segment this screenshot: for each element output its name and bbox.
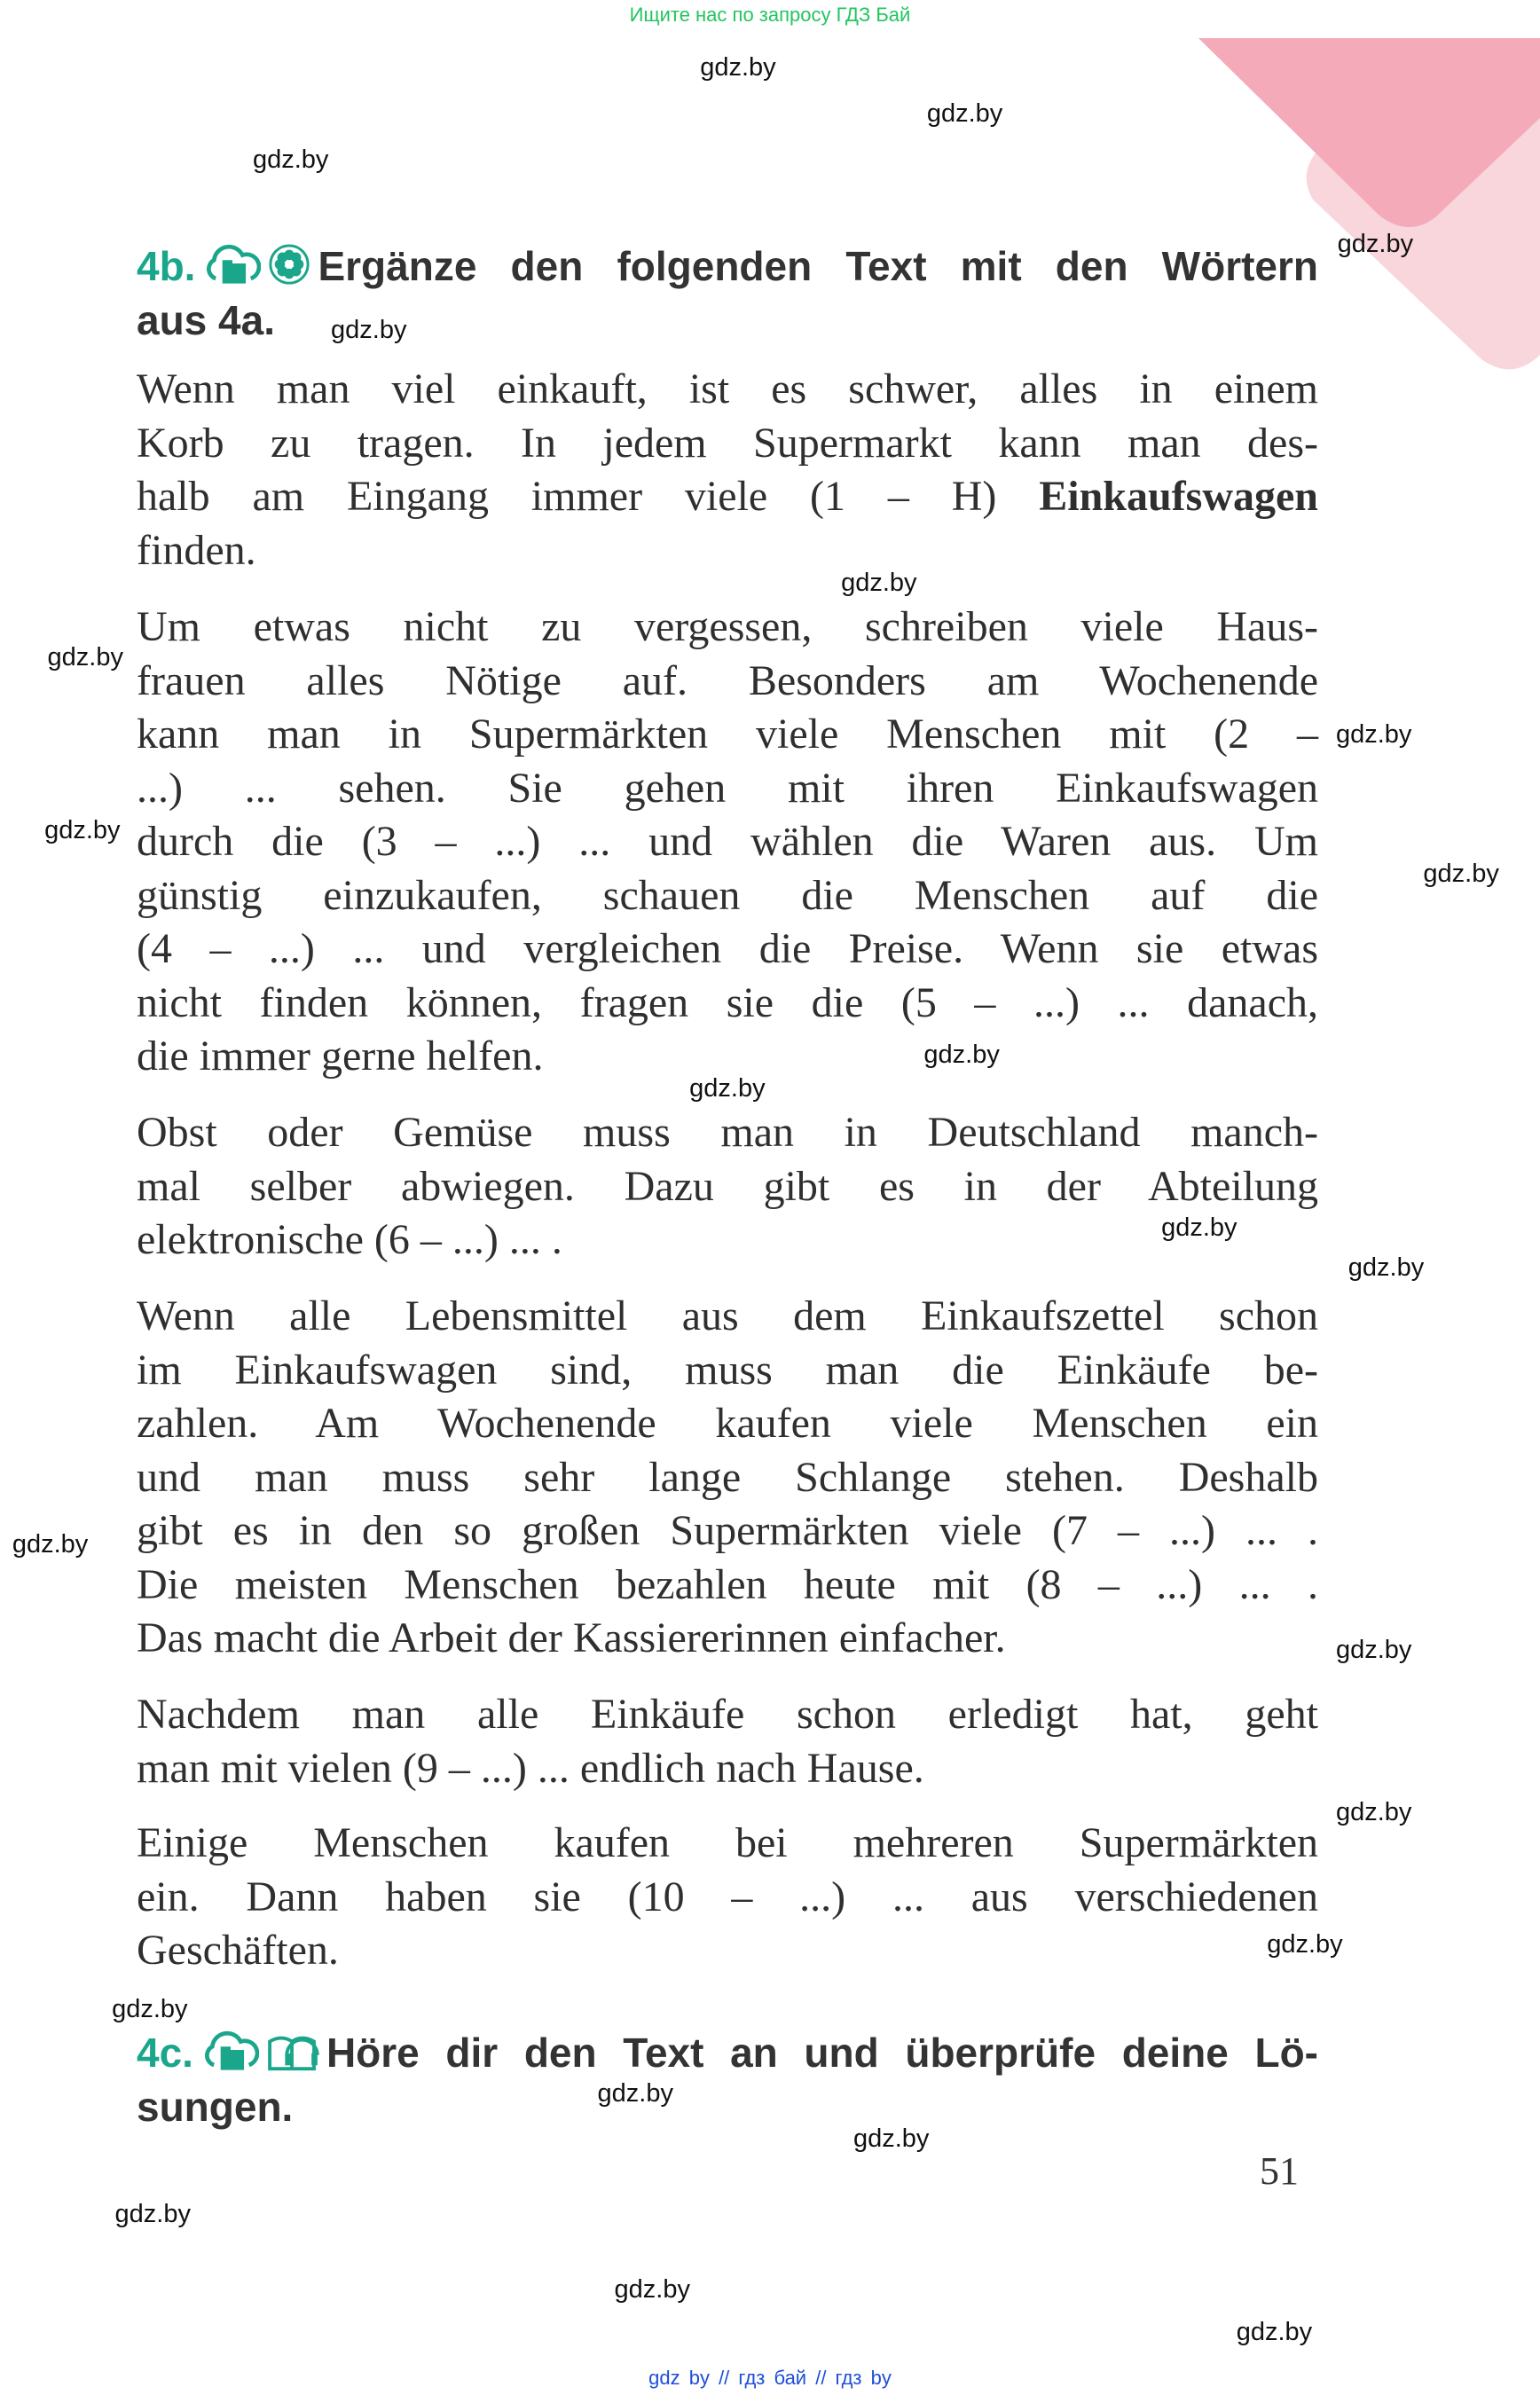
line-wrap: [137, 1160, 1318, 1214]
heading-line: [137, 241, 1318, 296]
watermark: gdz.by: [12, 1530, 89, 1559]
line-wrap: [137, 1688, 1318, 1742]
watermark: gdz.by: [597, 2078, 673, 2108]
exercise-number: 4b.: [137, 243, 196, 289]
line-text: man mit vielen (9 – ...) ... endlich nach Hause.: [137, 1744, 924, 1792]
line-wrap: [137, 869, 1318, 923]
paragraph-6: [137, 1817, 1318, 1978]
line-wrap: [137, 1871, 1318, 1925]
paragraph-4: [137, 1290, 1318, 1666]
line-wrap: [137, 923, 1318, 977]
line-wrap: [137, 1559, 1318, 1613]
line-wrap: [137, 363, 1318, 417]
watermark: gdz.by: [852, 2124, 930, 2154]
line-text: frauen alles Nötige auf. Besonders am Wochenende: [137, 656, 1318, 704]
watermark: gdz.by: [1161, 1213, 1238, 1242]
paragraph-2: [137, 601, 1318, 1084]
text-line: [137, 1213, 562, 1268]
watermark: gdz.by: [1236, 2317, 1313, 2346]
watermark: gdz.by: [614, 2274, 690, 2304]
line-text: Einige Menschen kaufen bei mehreren Supermärkten: [137, 1819, 1318, 1866]
line-wrap: [137, 1924, 1318, 1978]
text-line: [137, 923, 1318, 977]
watermark: gdz.by: [1267, 1930, 1343, 1959]
line-wrap: [137, 417, 1318, 471]
text-line: [137, 1290, 1318, 1344]
heading-line: sungen.: [137, 2084, 294, 2130]
text-line: [137, 1612, 1006, 1666]
watermark: gdz.by: [252, 145, 329, 175]
line-text: Wenn alle Lebensmittel aus dem Einkaufszettel schon: [137, 1292, 1318, 1339]
line-text: halb am Eingang immer viele (1 – H): [137, 473, 1040, 520]
line-text: kann man in Supermärkten viele Menschen mit (2 –: [137, 711, 1318, 758]
text-line: [137, 1742, 924, 1796]
watermark: gdz.by: [700, 53, 776, 82]
line-text: (4 – ...) ... und vergleichen die Preise. Wenn sie etwas: [137, 925, 1318, 972]
line-wrap: [137, 655, 1318, 709]
line-wrap: [137, 601, 1318, 655]
text-line: [137, 815, 1318, 869]
text-line: [137, 1344, 1318, 1398]
text-line: [137, 1871, 1318, 1925]
watermark: gdz.by: [1423, 859, 1499, 888]
watermark: gdz.by: [1335, 1636, 1412, 1665]
heading-line: [137, 2028, 1318, 2083]
text-line: [137, 1688, 1318, 1742]
exercise-number: 4c.: [137, 2030, 193, 2076]
line-wrap: [137, 524, 1318, 578]
line-text: Geschäften.: [137, 1927, 339, 1974]
line-text: Die meisten Menschen bezahlen heute mit (8 – ...) ... .: [137, 1560, 1318, 1608]
line-text: Korb zu tragen. In jedem Supermarkt kann man des-: [137, 419, 1318, 467]
text-line: [137, 1106, 1318, 1160]
text-line: [137, 1451, 1318, 1505]
line-text: günstig einzukaufen, schauen die Menschen auf die: [137, 871, 1318, 919]
line-text: ...) ... sehen. Sie gehen mit ihren Einkaufswagen: [137, 764, 1318, 812]
text-line: [137, 1817, 1318, 1871]
watermark: gdz.by: [1348, 1253, 1425, 1282]
line-wrap: [137, 1397, 1318, 1451]
line-wrap: [137, 1504, 1318, 1559]
text-line: [137, 655, 1318, 709]
line-wrap: [137, 1106, 1318, 1160]
text-line: [137, 1030, 543, 1084]
line-wrap: [137, 815, 1318, 869]
paragraph-3: [137, 1106, 1318, 1268]
line-text: gibt es in den so großen Supermärkten viele (7 – ...) ... .: [137, 1507, 1318, 1554]
text-line: [137, 470, 1318, 524]
watermark: gdz.by: [1335, 1798, 1412, 1827]
line-text: nicht finden können, fragen sie die (5 – ...) ... danach,: [137, 978, 1318, 1026]
text-line: [137, 977, 1318, 1031]
cloud-folder-icon: [202, 2028, 259, 2083]
paragraph-1: [137, 363, 1318, 577]
watermark: gdz.by: [112, 1994, 188, 2023]
cloud-folder-icon: [204, 241, 261, 296]
watermark: gdz.by: [1335, 719, 1412, 749]
line-wrap: [137, 1612, 1318, 1666]
watermark: gdz.by: [44, 816, 121, 845]
line-text: finden.: [137, 526, 256, 574]
heading-text: Höre dir den Text an und überprüfe deine Lö-: [326, 2030, 1318, 2076]
text-line: [137, 708, 1318, 762]
line-wrap: [137, 1742, 1318, 1796]
watermark: gdz.by: [841, 568, 917, 597]
line-wrap: [137, 1213, 1318, 1268]
line-wrap: [137, 1344, 1318, 1398]
exercise-4c-heading: [137, 2028, 1318, 2132]
text-line: [137, 1924, 339, 1978]
line-text: Wenn man viel einkauft, ist es schwer, alles in einem: [137, 365, 1318, 412]
text-line: [137, 1504, 1318, 1559]
line-text: Das macht die Arbeit der Kassiererinnen einfacher.: [137, 1614, 1006, 1661]
line-text: Obst oder Gemüse muss man in Deutschland manch-: [137, 1109, 1318, 1156]
line-wrap: [137, 470, 1318, 524]
paragraph-5: [137, 1688, 1318, 1795]
exercise-4b-heading: [137, 241, 1318, 345]
watermark: gdz.by: [331, 315, 407, 344]
line-wrap: [137, 708, 1318, 762]
text-line: [137, 762, 1318, 816]
watermark: gdz.by: [114, 2199, 191, 2228]
watermark: gdz.by: [926, 99, 1003, 129]
text-line: [137, 601, 1318, 655]
watermark: gdz.by: [47, 643, 123, 672]
heading-text: Ergänze den folgenden Text mit den Wörtern: [318, 243, 1318, 289]
line-text: mal selber abwiegen. Dazu gibt es in der Abteilung: [137, 1162, 1318, 1210]
flower-icon: [268, 243, 310, 296]
text-line: [137, 1559, 1318, 1613]
line-wrap: [137, 1817, 1318, 1871]
text-line: [137, 363, 1318, 417]
line-text: die immer gerne helfen.: [137, 1033, 544, 1080]
book-headphones-icon: [266, 2030, 319, 2083]
watermark: gdz.by: [923, 1040, 1000, 1069]
line-text: ein. Dann haben sie (10 – ...) ... aus verschiedenen: [137, 1873, 1318, 1920]
line-wrap: [137, 1290, 1318, 1344]
line-text: Um etwas nicht zu vergessen, schreiben viele Haus-: [137, 603, 1318, 650]
text-line: [137, 869, 1318, 923]
line-wrap: [137, 762, 1318, 816]
line-text: elektronische (6 – ...) ... .: [137, 1216, 562, 1263]
text-line: [137, 1160, 1318, 1214]
line-wrap: [137, 1451, 1318, 1505]
footer-links: gdz by // гдз бай // гдз by: [648, 2367, 892, 2389]
text-line: [137, 417, 1318, 471]
text-line: [137, 524, 256, 578]
line-text: und man muss sehr lange Schlange stehen. Deshalb: [137, 1453, 1318, 1501]
page-number: 51: [1260, 2149, 1299, 2193]
answer-word: Einkaufswagen: [1039, 473, 1318, 520]
text-line: [137, 1397, 1318, 1451]
line-wrap: [137, 977, 1318, 1031]
line-text: durch die (3 – ...) ... und wählen die Waren aus. Um: [137, 818, 1318, 865]
line-text: im Einkaufswagen sind, muss man die Einkäufe be-: [137, 1346, 1318, 1394]
watermark: gdz.by: [689, 1073, 766, 1103]
line-text: zahlen. Am Wochenende kaufen viele Menschen ein: [137, 1400, 1318, 1447]
line-text: Nachdem man alle Einkäufe schon erledigt hat, geht: [137, 1691, 1318, 1738]
heading-line: aus 4a.: [137, 297, 275, 343]
watermark: gdz.by: [1337, 230, 1414, 259]
search-hint: Ищите нас по запросу ГДЗ Бай: [629, 4, 911, 26]
